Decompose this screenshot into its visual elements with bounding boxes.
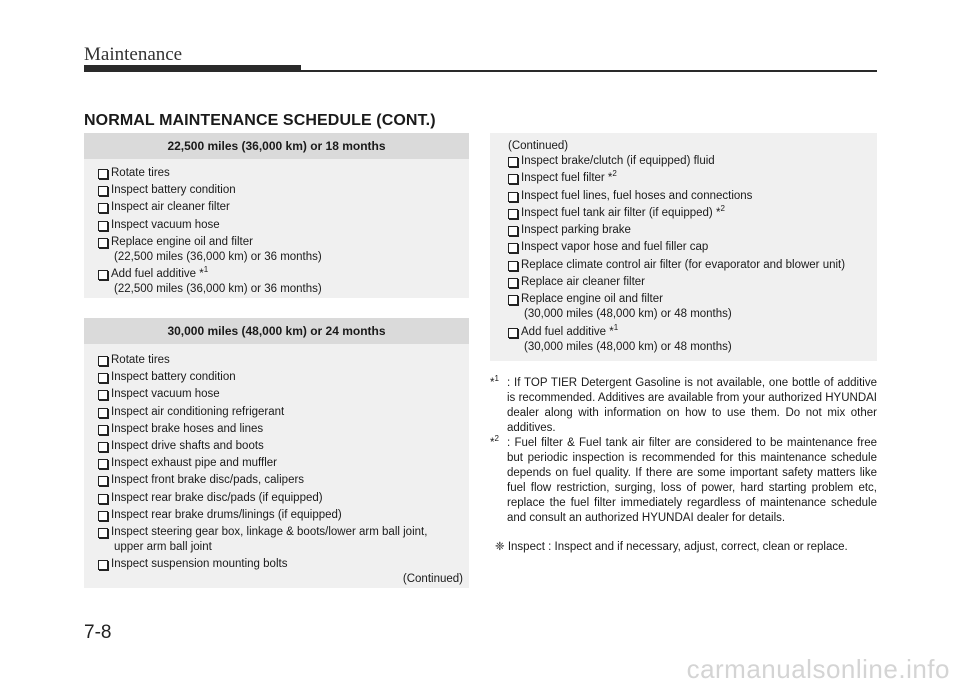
checkbox-icon [98, 476, 108, 486]
checklist-item-text: Add fuel additive * [111, 267, 204, 280]
schedule-box-heading: 22,500 miles (36,000 km) or 18 months [84, 133, 469, 159]
checklist-item-text: Inspect vapor hose and fuel filler cap [521, 241, 709, 254]
checklist-item-text: Inspect brake/clutch (if equipped) fluid [521, 155, 715, 167]
checklist-item [98, 473, 469, 488]
continued-label: (Continued) [508, 140, 569, 152]
checkbox-icon [98, 560, 108, 570]
checklist-item-text: Inspect air conditioning refrigerant [111, 405, 285, 418]
checkbox-icon [98, 528, 108, 538]
checklist-item-detail: (22,500 miles (36,000 km) or 36 months) [114, 250, 322, 263]
footnotes [490, 376, 877, 555]
schedule-box-22500 [84, 133, 469, 298]
checkbox-icon [98, 238, 108, 248]
checklist-item [508, 189, 877, 204]
checklist-item [98, 387, 469, 402]
checklist-item [98, 235, 469, 265]
checklist-item-text: Replace engine oil and filter [111, 235, 253, 248]
checklist-item [508, 223, 877, 238]
checklist-item [98, 456, 469, 471]
checklist-item-detail: (22,500 miles (36,000 km) or 36 months) [114, 282, 322, 295]
checklist-item [508, 275, 877, 290]
checkbox-icon [508, 243, 518, 253]
footnote-text: : Fuel filter & Fuel tank air filter are considered to be maintenance free but periodic inspection is recommended for this maintenance schedule depends on fuel quality. If there are some important safety matters like fuel flow restriction, surging, loss of power, hard starting problem etc, replace the fuel filter immediately regardless of maintenance schedule and consult an authorized HYUNDAI dealer for details. [507, 437, 877, 524]
footnote-2 [490, 436, 877, 526]
checkbox-icon [98, 390, 108, 400]
checklist-item [98, 405, 469, 420]
checklist-item-text: Add fuel additive * [521, 325, 614, 338]
checkbox-icon [98, 459, 108, 469]
checkbox-icon [98, 169, 108, 179]
checklist-item [98, 218, 469, 233]
checklist-item [98, 491, 469, 506]
checklist-item [508, 240, 877, 255]
checkbox-icon [508, 157, 518, 167]
checklist-item-detail: upper arm ball joint [114, 540, 212, 553]
header-rule-thick [84, 65, 301, 72]
checklist-item-text: Inspect battery condition [111, 184, 236, 197]
checklist-item [98, 525, 469, 555]
checklist-item [508, 322, 877, 355]
checklist-item-text: Replace air cleaner filter [521, 276, 646, 289]
checkbox-icon [98, 442, 108, 452]
checklist-item [508, 292, 877, 322]
checkbox-icon [508, 295, 518, 305]
footnote-text: : If TOP TIER Detergent Gasoline is not available, one bottle of additive is recommended. Additives are available from your authorized HYUNDAI dealer along with information on how to use them. Do not mix other additives. [507, 377, 877, 434]
schedule-box-30000-continued [490, 133, 877, 361]
footnote-marker: *$^1$ [490, 374, 499, 389]
checkbox-icon [508, 209, 518, 219]
checklist-item [98, 439, 469, 454]
checkbox-icon [98, 186, 108, 196]
checkbox-icon [98, 221, 108, 231]
checklist-item-text: Inspect fuel lines, fuel hoses and connections [521, 189, 753, 202]
footnote-ref: 2 [720, 204, 725, 214]
header-rule-thin [301, 70, 877, 72]
checklist-item-text: Inspect battery condition [111, 371, 236, 384]
checkbox-icon [508, 226, 518, 236]
checklist-item-text: Inspect air cleaner filter [111, 201, 230, 214]
page-header-title: Maintenance [84, 44, 183, 65]
checklist [84, 159, 469, 297]
checkbox-icon [98, 511, 108, 521]
checklist-item-text: Inspect fuel tank air filter (if equipped) * [521, 206, 721, 219]
checklist-item-text: Inspect front brake disc/pads, calipers [111, 474, 305, 487]
checklist-item [508, 258, 877, 273]
checklist-item [508, 171, 877, 186]
checklist-item-text: Inspect rear brake disc/pads (if equipped) [111, 491, 323, 504]
footnote-ref: 1 [203, 265, 209, 275]
checkbox-icon [508, 174, 518, 184]
footnote-marker: *$^2$ [490, 434, 499, 449]
checklist-item [98, 370, 469, 385]
checklist-item [98, 166, 469, 181]
checklist-item-text: Inspect steering gear box, linkage & boots/lower arm ball joint, [111, 525, 428, 538]
checklist-item [98, 422, 469, 437]
watermark: carmanualsonline.info [686, 654, 950, 684]
checkbox-icon [98, 270, 108, 280]
inspect-legend-text: Inspect : Inspect and if necessary, adjust, correct, clean or replace. [507, 541, 848, 553]
checklist [84, 344, 469, 572]
checklist-item-text: Inspect suspension mounting bolts [111, 558, 288, 571]
checklist-item-text: Inspect rear brake drums/linings (if equipped) [111, 508, 342, 521]
footnote-ref: 2 [612, 169, 617, 179]
checkbox-icon [98, 494, 108, 504]
checklist-item-text: Inspect parking brake [521, 224, 631, 237]
checklist-item-text: Inspect brake hoses and lines [111, 422, 264, 435]
checkbox-icon [98, 373, 108, 383]
checklist-item-detail: (30,000 miles (48,000 km) or 48 months) [524, 340, 732, 353]
checklist-item-text: Inspect vacuum hose [111, 388, 220, 401]
section-title: NORMAL MAINTENANCE SCHEDULE (CONT.) [84, 112, 436, 129]
checklist-item-text: Replace engine oil and filter [521, 293, 663, 306]
footnote-1 [490, 376, 877, 436]
checklist-item [98, 353, 469, 368]
checkbox-icon [98, 425, 108, 435]
checklist-item [98, 200, 469, 215]
schedule-box-heading: 30,000 miles (48,000 km) or 24 months [84, 318, 469, 344]
checklist-item-text: Rotate tires [111, 167, 170, 179]
footnote-ref: 1 [613, 322, 619, 332]
checklist-item [508, 154, 877, 169]
checklist-item-text: Replace climate control air filter (for evaporator and blower unit) [521, 258, 846, 271]
checklist-item [98, 557, 469, 572]
checklist-item-detail: (30,000 miles (48,000 km) or 48 months) [524, 308, 732, 321]
checkbox-icon [98, 408, 108, 418]
checkbox-icon [508, 261, 518, 271]
checkbox-icon [508, 192, 518, 202]
checkbox-icon [98, 356, 108, 366]
schedule-box-30000 [84, 318, 469, 588]
checklist-item-text: Rotate tires [111, 354, 170, 366]
checklist [490, 154, 877, 355]
checklist-item-text: Inspect exhaust pipe and muffler [111, 457, 278, 470]
checkbox-icon [508, 328, 518, 338]
checklist-item [98, 508, 469, 523]
continued-label: (Continued) [402, 573, 463, 585]
checklist-item-text: Inspect fuel filter * [521, 172, 613, 185]
inspect-symbol-icon: ❈ [495, 541, 505, 553]
checkbox-icon [508, 278, 518, 288]
checklist-item [508, 206, 877, 221]
checklist-item [98, 267, 469, 297]
checkbox-icon [98, 203, 108, 213]
checklist-item [98, 183, 469, 198]
checklist-item-text: Inspect drive shafts and boots [111, 439, 264, 452]
inspect-legend [490, 540, 877, 555]
checklist-item-text: Inspect vacuum hose [111, 218, 220, 231]
page-number: 7-8 [84, 622, 112, 643]
